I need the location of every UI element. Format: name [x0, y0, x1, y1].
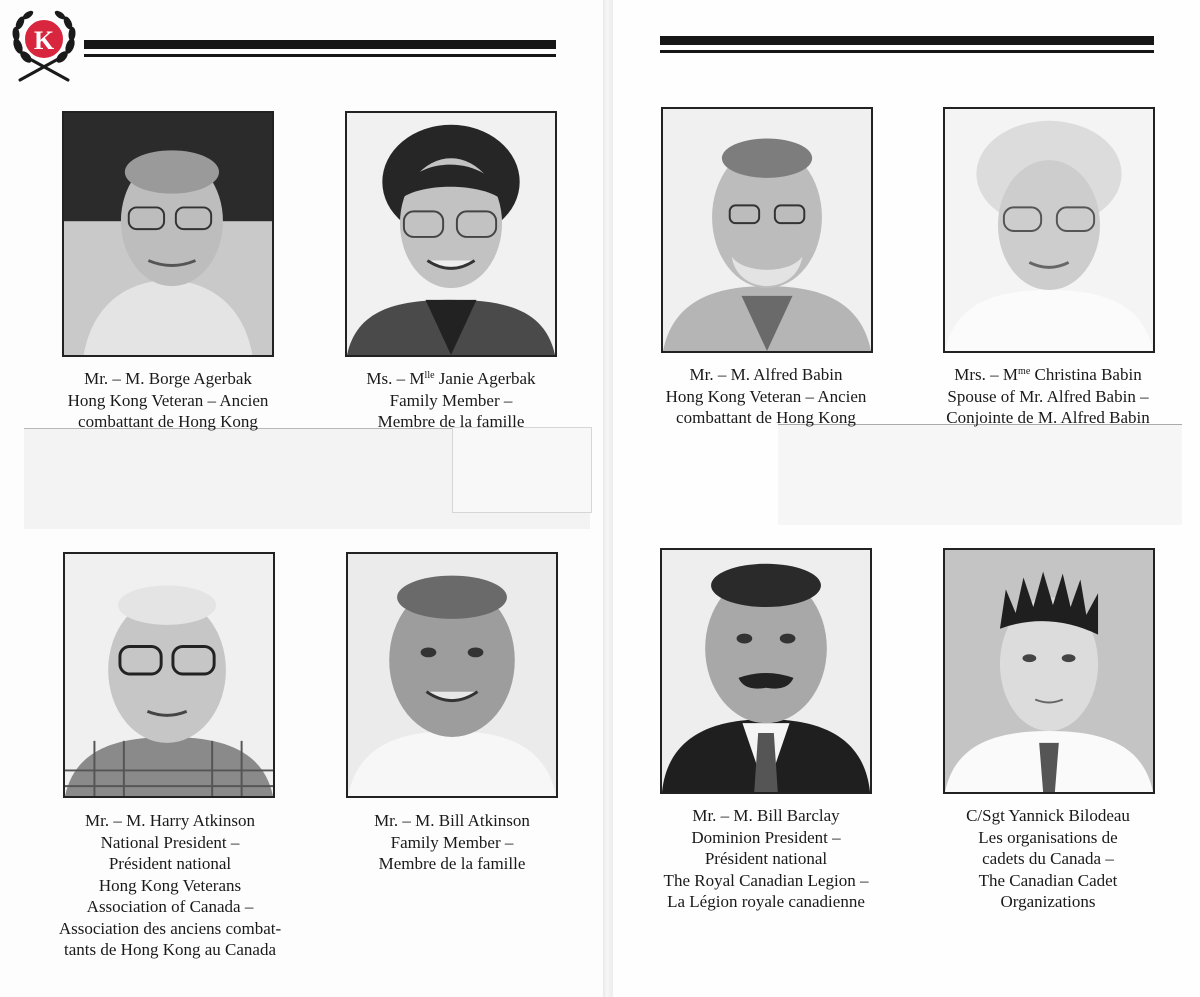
caption-line: Family Member –: [389, 390, 513, 410]
caption-christina-babin: [946, 364, 1150, 429]
person-name: Janie Agerbak: [434, 369, 536, 388]
header-rule-right-thick: [660, 36, 1154, 45]
caption-janie-agerbak: [366, 368, 535, 433]
header-rule-left-thick: [84, 40, 556, 49]
caption-line: Association des anciens combat-: [58, 918, 282, 938]
caption-yannick-bilodeau: [966, 805, 1130, 913]
caption-line: Family Member –: [390, 832, 514, 852]
caption-line: Mr. – M. Bill Atkinson: [374, 811, 530, 830]
caption-borge-agerbak: [68, 368, 269, 433]
caption-line: Président national: [108, 854, 232, 873]
caption-line: Membre de la famille: [377, 412, 525, 431]
caption-line: The Royal Canadian Legion –: [663, 870, 869, 890]
caption-line: Dominion President –: [691, 827, 841, 847]
caption-line: Président national: [704, 849, 828, 868]
caption-line: tants de Hong Kong au Canada: [64, 940, 276, 959]
caption-line: combattant de Hong Kong: [676, 408, 856, 427]
caption-line: Organizations: [1000, 892, 1096, 911]
logo-letter: K: [33, 26, 55, 55]
portrait-photo: [660, 548, 872, 794]
portrait-photo: [63, 552, 275, 798]
portrait-photo: [943, 107, 1155, 353]
portrait-photo: [345, 111, 557, 357]
legion-logo: [6, 6, 82, 82]
caption-line: combattant de Hong Kong: [78, 412, 258, 431]
header-rule-left-thin: [84, 54, 556, 57]
title-prefix: Mrs. – M: [954, 365, 1019, 384]
pasted-label-strip: [24, 428, 590, 529]
portrait-photo: [62, 111, 274, 357]
caption-line: Hong Kong Veteran – Ancien: [665, 386, 867, 406]
caption-bill-barclay: [664, 805, 869, 913]
caption-alfred-babin: [666, 364, 867, 429]
caption-line: Mr. – M. Alfred Babin: [689, 365, 843, 384]
caption-line: Les organisations de: [978, 827, 1118, 847]
caption-line: C/Sgt Yannick Bilodeau: [966, 806, 1130, 825]
caption-title-line: [946, 364, 1150, 386]
title-superscript: lle: [424, 370, 435, 381]
caption-line: Hong Kong Veterans: [98, 875, 242, 895]
portrait-photo: [943, 548, 1155, 794]
pasted-label-strip-right: [778, 424, 1182, 525]
caption-line: Conjointe de M. Alfred Babin: [946, 408, 1150, 427]
caption-line: Hong Kong Veteran – Ancien: [67, 390, 269, 410]
caption-line: Mr. – M. Bill Barclay: [692, 806, 840, 825]
title-superscript: me: [1018, 366, 1031, 377]
caption-harry-atkinson: [59, 810, 281, 961]
caption-title-line: [366, 368, 535, 390]
caption-line: Association of Canada –: [86, 897, 254, 916]
caption-line: Mr. – M. Borge Agerbak: [84, 369, 252, 388]
header-rule-right-thin: [660, 50, 1154, 53]
caption-bill-atkinson: [374, 810, 530, 875]
caption-line: The Canadian Cadet: [978, 870, 1118, 890]
caption-line: cadets du Canada –: [982, 849, 1114, 868]
person-name: Christina Babin: [1030, 365, 1142, 384]
caption-line: Spouse of Mr. Alfred Babin –: [947, 386, 1149, 406]
caption-line: La Légion royale canadienne: [667, 892, 865, 911]
page-gutter: [603, 0, 613, 997]
caption-line: Membre de la famille: [378, 854, 526, 873]
title-prefix: Ms. – M: [366, 369, 425, 388]
caption-line: Mr. – M. Harry Atkinson: [84, 811, 255, 830]
portrait-photo: [346, 552, 558, 798]
caption-line: National President –: [100, 832, 240, 852]
portrait-photo: [661, 107, 873, 353]
